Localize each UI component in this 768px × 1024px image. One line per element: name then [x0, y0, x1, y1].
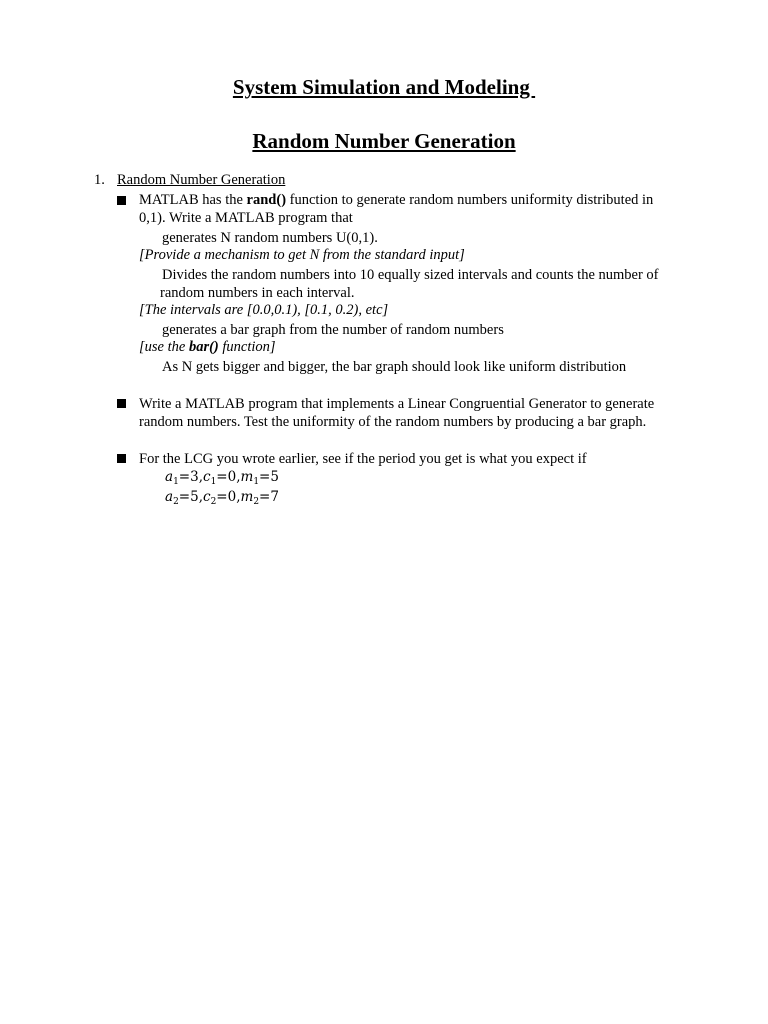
document-title: System Simulation and Modeling [232, 75, 536, 99]
eq1-c-sub: 1 [210, 477, 217, 487]
eq2-a: a [165, 489, 174, 505]
eq2-m: m [240, 489, 254, 505]
bullet1-line1 [139, 191, 653, 209]
bullet1-step4: As N gets bigger and bigger, the bar graph should look like uniform distribution [162, 359, 627, 375]
eq2-a-sub: 2 [173, 497, 179, 507]
note3-pre: [use the [139, 339, 189, 355]
note3-func: bar() [188, 339, 219, 355]
eq1-a: a [165, 469, 174, 485]
bullet1-prefix: MATLAB has the [139, 192, 247, 208]
bullet-square-icon [117, 454, 126, 463]
eq1-c-val: =0, [216, 469, 241, 485]
equation-2 [165, 488, 279, 511]
eq1-a-sub: 1 [173, 477, 179, 487]
bullet1-rest: function to generate random numbers uniformity distributed in [286, 192, 654, 208]
eq1-c: c [203, 469, 211, 485]
bullet1-step2a: Divides the random numbers into 10 equally sized intervals and counts the number of [162, 267, 659, 283]
eq2-c-val: =0, [216, 489, 241, 505]
section-number: 1. [94, 172, 105, 188]
eq2-c: c [203, 489, 211, 505]
bullet1-line2: 0,1). Write a MATLAB program that [139, 210, 353, 226]
bullet1-note1: [Provide a mechanism to get N from the standard input] [139, 247, 465, 263]
bullet1-func: rand() [246, 192, 287, 208]
eq1-m-sub: 1 [253, 477, 260, 487]
bullet1-note2: [The intervals are [0.0,0.1), [0.1, 0.2), etc] [139, 302, 389, 318]
document-subtitle: Random Number Generation [252, 129, 516, 153]
bullet-square-icon [117, 196, 126, 205]
bullet-square-icon [117, 399, 126, 408]
bullet3-line1: For the LCG you wrote earlier, see if the period you get is what you expect if [139, 451, 587, 467]
eq2-m-sub: 2 [253, 497, 260, 507]
section-heading: Random Number Generation [117, 172, 286, 188]
eq2-a-val: =5, [178, 489, 203, 505]
eq2-c-sub: 2 [210, 497, 217, 507]
eq1-a-val: =3, [178, 469, 203, 485]
eq1-m-val: =5 [259, 469, 279, 485]
bullet2-line2: random numbers. Test the uniformity of the random numbers by producing a bar graph. [139, 414, 647, 430]
note3-post: function] [218, 339, 276, 355]
eq2-m-val: =7 [259, 489, 279, 505]
bullet2-line1: Write a MATLAB program that implements a Linear Congruential Generator to generate [139, 396, 655, 412]
bullet1-step2b: random numbers in each interval. [160, 285, 355, 301]
bullet1-step1: generates N random numbers U(0,1). [162, 230, 378, 246]
bullet1-note3 [139, 338, 276, 356]
bullet1-step3: generates a bar graph from the number of random numbers [162, 322, 504, 338]
eq1-m: m [240, 469, 254, 485]
